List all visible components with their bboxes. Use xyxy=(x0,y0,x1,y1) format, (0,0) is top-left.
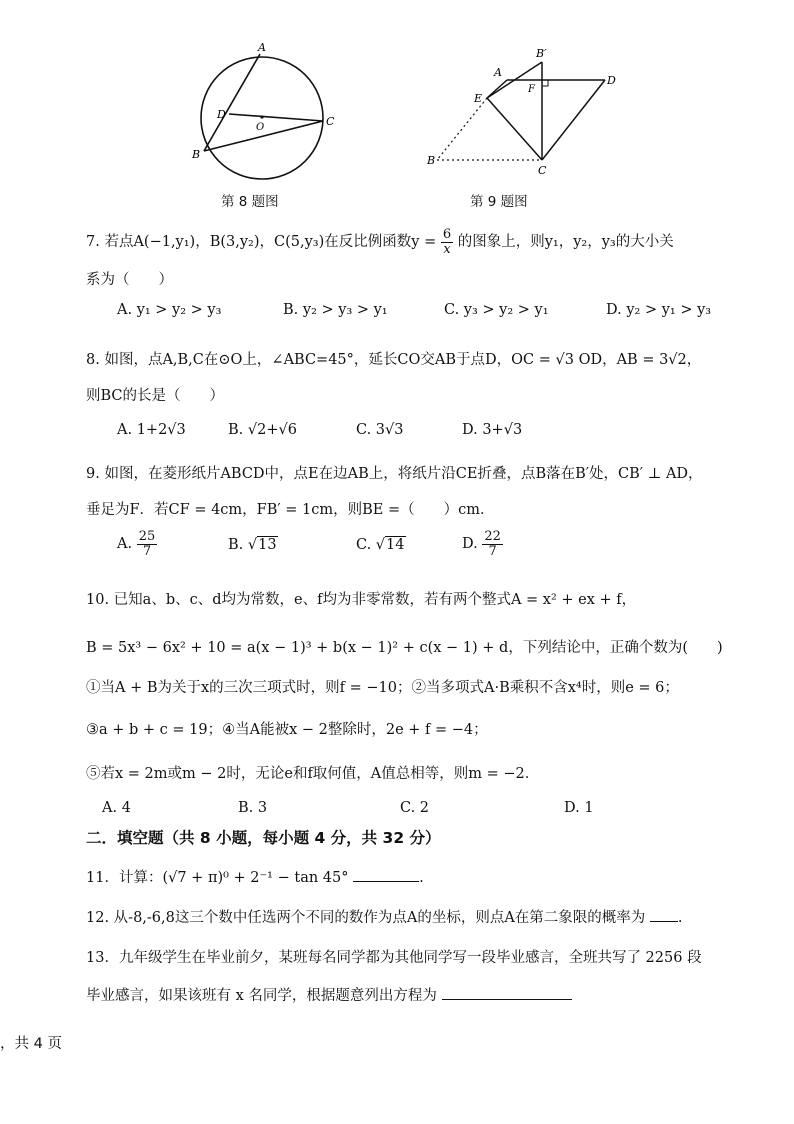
question-9-line2: 垂足为F．若CF = 4cm，FB′ = 1cm，则BE =（ ）cm． xyxy=(86,502,495,518)
question-10-line2: B = 5x³ − 6x² + 10 = a(x − 1)³ + b(x − 1)² + c(x − 1) + d，下列结论中，正确个数为( ) xyxy=(86,640,723,656)
question-7-option-b: B. y₂ > y₃ > y₁ xyxy=(283,302,388,318)
question-10-option-a: A. 4 xyxy=(102,800,131,816)
label-o: O xyxy=(256,122,265,133)
segment-dc xyxy=(229,114,323,121)
fraction-numerator: 22 xyxy=(484,529,501,544)
edge-dc xyxy=(542,80,605,160)
question-10-line3: ①当A + B为关于x的三次三项式时，则f = −10；②当多项式A·B乘积不含x⁴时，则e = 6； xyxy=(86,680,679,696)
label-d: D xyxy=(217,108,226,121)
question-8-option-c: C. 3√3 xyxy=(356,422,404,438)
fraction-denominator: x xyxy=(443,241,451,257)
fraction-numerator: 25 xyxy=(138,529,156,544)
question-10-option-b: B. 3 xyxy=(238,800,268,816)
question-7-fraction xyxy=(441,228,453,256)
question-8-line2: 则BC的长是（ ） xyxy=(86,388,225,404)
question-10-line4: ③a + b + c = 19；④当A能被x − 2整除时，2e + f = −4； xyxy=(86,722,488,738)
edge-eb-dotted xyxy=(437,98,487,160)
question-7-line2: 系为（ ） xyxy=(86,272,173,288)
fill-question-13-line1: 13．九年级学生在毕业前夕，某班每名同学都为其他同学写一段毕业感言，全班共写了 2256 段 xyxy=(86,950,702,966)
fraction-numerator: 6 xyxy=(442,227,452,242)
question-9-option-d xyxy=(462,530,503,558)
label-f: F xyxy=(528,84,535,95)
label-e: E xyxy=(474,92,483,105)
option-radicand: 14 xyxy=(386,537,405,553)
answer-blank-12[interactable] xyxy=(650,907,678,922)
label-d: D xyxy=(607,74,616,87)
option-label: B. xyxy=(228,537,244,553)
right-angle-mark xyxy=(542,80,548,86)
center-dot xyxy=(260,115,263,118)
label-a: A xyxy=(258,41,266,54)
label-b: B xyxy=(427,154,436,167)
fill-11-end: . xyxy=(419,870,424,886)
question-8-option-b: B. √2+√6 xyxy=(228,422,297,438)
question-7-line1 xyxy=(86,228,674,256)
option-fraction xyxy=(137,530,158,558)
label-a: A xyxy=(494,66,502,79)
figure-9-diagram xyxy=(425,40,630,180)
label-b-prime: B′ xyxy=(536,47,547,60)
fill-12-end: . xyxy=(677,910,683,926)
question-7-option-d: D. y₂ > y₁ > y₃ xyxy=(606,302,712,318)
page-footer: ，共 4 页 xyxy=(0,1036,62,1052)
option-label: A. xyxy=(117,536,133,553)
segment-ab xyxy=(204,54,260,151)
section-2-heading: 二．填空题（共 8 小题，每小题 4 分，共 32 分） xyxy=(86,829,441,847)
figure-8-caption: 第 8 题图 xyxy=(221,194,279,210)
question-10-line1: 10. 已知a、b、c、d均为常数，e、f均为非零常数，若有两个整式A = x² + ex + f， xyxy=(86,592,637,608)
answer-blank-11[interactable] xyxy=(353,867,419,882)
figure-8-diagram xyxy=(190,38,340,188)
question-7-text-b: 的图象上，则y₁，y₂，y₃的大小关 xyxy=(457,234,674,251)
question-10-option-d: D. 1 xyxy=(564,800,594,816)
label-c: C xyxy=(538,164,547,177)
fill-question-12 xyxy=(86,906,683,927)
question-9-option-b: B. √13 xyxy=(228,537,277,553)
option-label: C. xyxy=(356,537,372,553)
question-8-option-a: A. 1+2√3 xyxy=(117,422,186,438)
option-label: D. xyxy=(462,536,478,553)
segment-ec xyxy=(487,98,542,160)
fraction-denominator: 7 xyxy=(142,543,152,559)
fill-13-text: 毕业感言，如果该班有 x 名同学，根据题意列出方程为 xyxy=(86,988,437,1004)
fill-question-13-line2 xyxy=(86,984,572,1005)
question-7-option-a: A. y₁ > y₂ > y₃ xyxy=(117,302,222,318)
question-8-line1: 8. 如图，点A,B,C在⊙O上，∠ABC=45°，延长CO交AB于点D，OC = √3 OD，AB = 3√2， xyxy=(86,352,702,368)
option-radicand: 13 xyxy=(258,537,277,553)
question-10-line5: ⑤若x = 2m或m − 2时，无论e和f取何值，A值总相等，则m = −2． xyxy=(86,766,540,782)
label-c: C xyxy=(326,115,335,128)
label-b: B xyxy=(192,148,201,161)
fraction-denominator: 7 xyxy=(488,543,497,559)
question-9-option-c: C. √14 xyxy=(356,537,405,553)
answer-blank-13[interactable] xyxy=(442,985,572,1000)
fill-12-text: 12. 从-8,-6,8这三个数中任选两个不同的数作为点A的坐标，则点A在第二象限的概率为 xyxy=(86,910,646,926)
fill-question-11 xyxy=(86,866,424,887)
question-9-option-a xyxy=(117,530,157,558)
question-8-option-d: D. 3+√3 xyxy=(462,422,523,438)
question-10-option-c: C. 2 xyxy=(400,800,430,816)
option-fraction xyxy=(482,530,503,558)
question-9-line1: 9. 如图，在菱形纸片ABCD中，点E在边AB上，将纸片沿CE折叠，点B落在B′处，CB′ ⊥ AD， xyxy=(86,466,703,482)
fill-11-text: 11．计算：(√7 + π)⁰ + 2⁻¹ − tan 45° xyxy=(86,870,349,886)
figure-9-caption: 第 9 题图 xyxy=(470,194,528,210)
question-7-option-c: C. y₃ > y₂ > y₁ xyxy=(444,302,549,318)
question-7-text-a: 7. 若点A(−1,y₁)，B(3,y₂)，C(5,y₃)在反比例函数y = xyxy=(86,234,437,251)
